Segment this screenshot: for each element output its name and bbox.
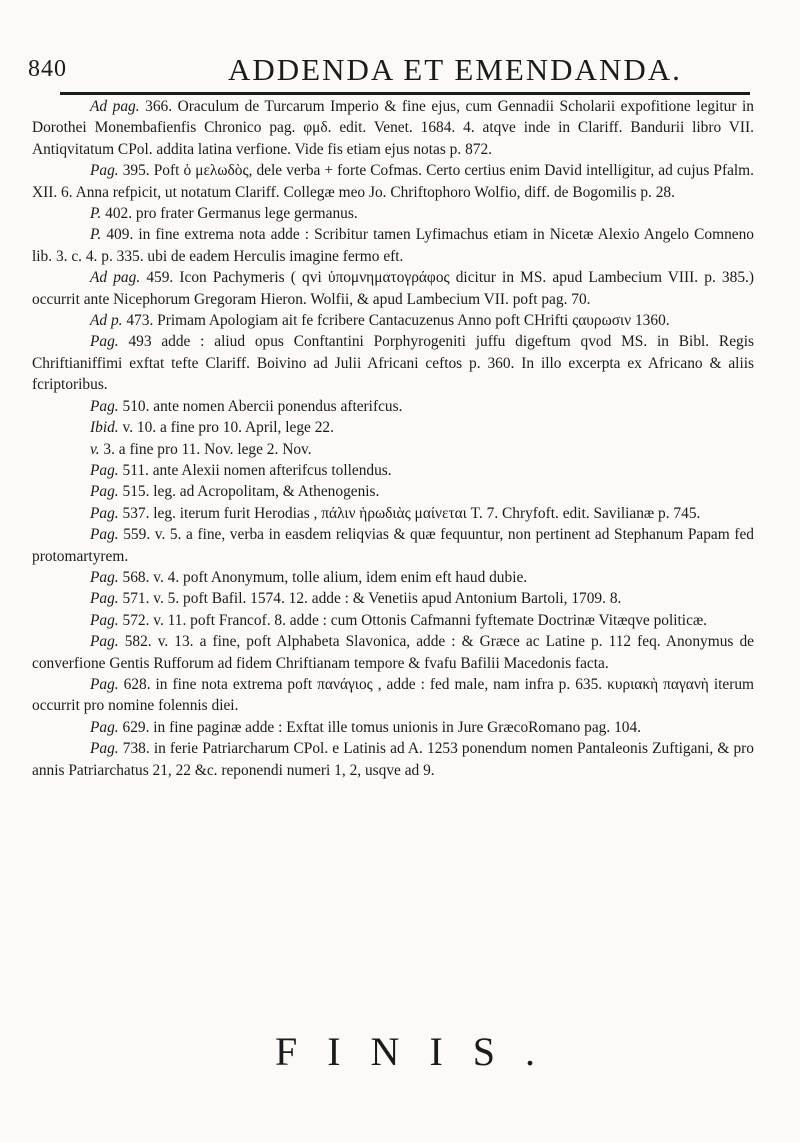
entry-ref: Pag. bbox=[90, 483, 119, 501]
entry-ref: v. bbox=[90, 440, 100, 458]
entry-ref: Pag. bbox=[90, 461, 119, 479]
entry-ref: Pag. bbox=[90, 740, 119, 758]
entry-ref: Pag. bbox=[90, 333, 119, 351]
addenda-entry bbox=[32, 588, 754, 609]
entry-text: 473. Primam Apologiam ait fe fcribere Cantacuzenus Anno poft CHrifti ςαυρωσιν 1360. bbox=[126, 312, 670, 330]
entry-text: 395. Poft ὁ μελωδὸς, dele verba + forte Cofmas. Certo certius enim David intelligitur, ad cujus Pfalm. XII. 6. Anna refpicit, ut notatum Clariff. Collegæ meo Jo. Chriftophoro Wolfio, diff. de Bogomilis p. 28. bbox=[32, 162, 754, 201]
entry-ref: Pag. bbox=[90, 162, 119, 180]
addenda-entry bbox=[32, 460, 754, 481]
entry-text: 459. Icon Pachymeris ( qvi ὑπομνηματογράφος dicitur in MS. apud Lambecium VIII. p. 385.) occurrit ante Nicephorum Gregoram Hieron. Wolfii, & apud Lambecium VII. poft pag. 70. bbox=[32, 269, 754, 308]
entry-ref: Ibid. bbox=[90, 419, 119, 437]
header-rule bbox=[60, 92, 750, 95]
addenda-entry bbox=[32, 331, 754, 395]
addenda-entry bbox=[32, 567, 754, 588]
entry-text: 409. in fine extrema nota adde : Scribitur tamen Lyfimachus etiam in Nicetæ Alexio Angelo Comneno lib. 3. c. 4. p. 335. ubi de eadem Herculis imagine fermo eft. bbox=[32, 226, 754, 265]
entry-ref: Pag. bbox=[90, 526, 119, 544]
page-number: 840 bbox=[28, 56, 67, 82]
entry-ref: Pag. bbox=[90, 718, 119, 736]
entry-text: 3. a fine pro 11. Nov. lege 2. Nov. bbox=[103, 440, 312, 458]
entry-text: 629. in fine paginæ adde : Exftat ille tomus unionis in Jure GræcoRomano pag. 104. bbox=[122, 718, 642, 736]
addenda-entry bbox=[32, 481, 754, 502]
entry-text: 738. in ferie Patriarcharum CPol. e Latinis ad A. 1253 ponendum nomen Pantaleonis Zuftigani, & pro annis Patriarchatus 21, 22 &c. reponendi numeri 1, 2, usqve ad 9. bbox=[32, 740, 754, 779]
addenda-entry bbox=[32, 631, 754, 674]
addenda-entry bbox=[32, 224, 754, 267]
entry-text: 511. ante Alexii nomen afterifcus tollendus. bbox=[122, 461, 392, 479]
addenda-entry bbox=[32, 674, 754, 717]
entry-text: 572. v. 11. poft Francof. 8. adde : cum Ottonis Cafmanni fyftemate Doctrinæ Vitæqve politicæ. bbox=[122, 611, 708, 629]
addenda-list bbox=[32, 96, 754, 781]
addenda-entry bbox=[32, 160, 754, 203]
entry-text: 568. v. 4. poft Anonymum, tolle alium, idem enim eft haud dubie. bbox=[122, 568, 528, 586]
addenda-entry bbox=[32, 610, 754, 631]
entry-ref: Pag. bbox=[90, 568, 119, 586]
entry-text: 582. v. 13. a fine, poft Alphabeta Slavonica, adde : & Græce ac Latine p. 112 feq. Anonymus de converfione Gentis Rufforum ad fidem Chriftianam tempore & fvafu Bafilii Macedonis facta. bbox=[32, 633, 754, 672]
addenda-entry bbox=[32, 96, 754, 160]
running-title: ADDENDA ET EMENDANDA. bbox=[228, 52, 682, 87]
entry-ref: Pag. bbox=[90, 504, 119, 522]
addenda-entry bbox=[32, 439, 754, 460]
entry-ref: P. bbox=[90, 226, 102, 244]
page-header bbox=[28, 52, 748, 86]
entry-text: 366. Oraculum de Turcarum Imperio & fine ejus, cum Gennadii Scholarii expofitione legitur in Dorothei Monembafienfis Chronico pag. φμδ. edit. Venet. 1684. 4. atqve inde in Clariff. Bandurii libro VII. Antiqvitatum CPol. addita latina verfione. Vide fis etiam ejus notas p. 872. bbox=[32, 98, 754, 158]
addenda-entry bbox=[32, 310, 754, 331]
entry-ref: Pag. bbox=[90, 611, 119, 629]
entry-ref: Pag. bbox=[90, 633, 119, 651]
entry-ref: Ad pag. bbox=[90, 269, 141, 287]
entry-text: 559. v. 5. a fine, verba in easdem reliqvias & quæ fequuntur, non pertinent ad Stephanum Papam fed protomartyrem. bbox=[32, 526, 754, 565]
entry-ref: Ad pag. bbox=[90, 98, 140, 115]
addenda-entry bbox=[32, 717, 754, 738]
addenda-entry bbox=[32, 203, 754, 224]
entry-ref: P. bbox=[90, 205, 102, 223]
addenda-entry bbox=[32, 417, 754, 438]
entry-ref: Pag. bbox=[90, 675, 119, 693]
entry-ref: Pag. bbox=[90, 397, 119, 415]
entry-text: 493 adde : aliud opus Conftantini Porphyrogeniti juffu digeftum qvod MS. in Bibl. Regis Chriftianiffimi exftat tefte Clariff. Boivino ad Julii Africani ceftos p. 360. In illo excerpta ex Africano & aliis fcriptoribus. bbox=[32, 333, 754, 394]
entry-text: 628. in fine nota extrema poft πανάγιος , adde : fed male, nam infra p. 635. κυριακὴ παγανὴ iterum occurrit pro nomine folennis diei. bbox=[32, 675, 754, 715]
addenda-entry bbox=[32, 267, 754, 310]
entry-ref: Ad p. bbox=[90, 312, 123, 330]
addenda-entry bbox=[32, 396, 754, 417]
addenda-entry bbox=[32, 503, 754, 524]
entry-text: 402. pro frater Germanus lege germanus. bbox=[105, 205, 358, 223]
entry-text: 515. leg. ad Acropolitam, & Athenogenis. bbox=[122, 483, 380, 501]
finis-label: FINIS. bbox=[274, 1029, 566, 1074]
addenda-entry bbox=[32, 738, 754, 781]
entry-text: 510. ante nomen Abercii ponendus afterifcus. bbox=[122, 397, 403, 415]
entry-text: 571. v. 5. poft Bafil. 1574. 12. adde : & Venetiis apud Antonium Bartoli, 1709. 8. bbox=[122, 590, 622, 608]
addenda-entry bbox=[32, 524, 754, 567]
entry-ref: Pag. bbox=[90, 590, 119, 608]
entry-text: 537. leg. iterum furit Herodias , πάλιν ἡρωδιὰς μαίνεται T. 7. Chryfoft. edit. Savilianæ p. 745. bbox=[122, 504, 701, 522]
entry-text: v. 10. a fine pro 10. April, lege 22. bbox=[122, 419, 334, 437]
